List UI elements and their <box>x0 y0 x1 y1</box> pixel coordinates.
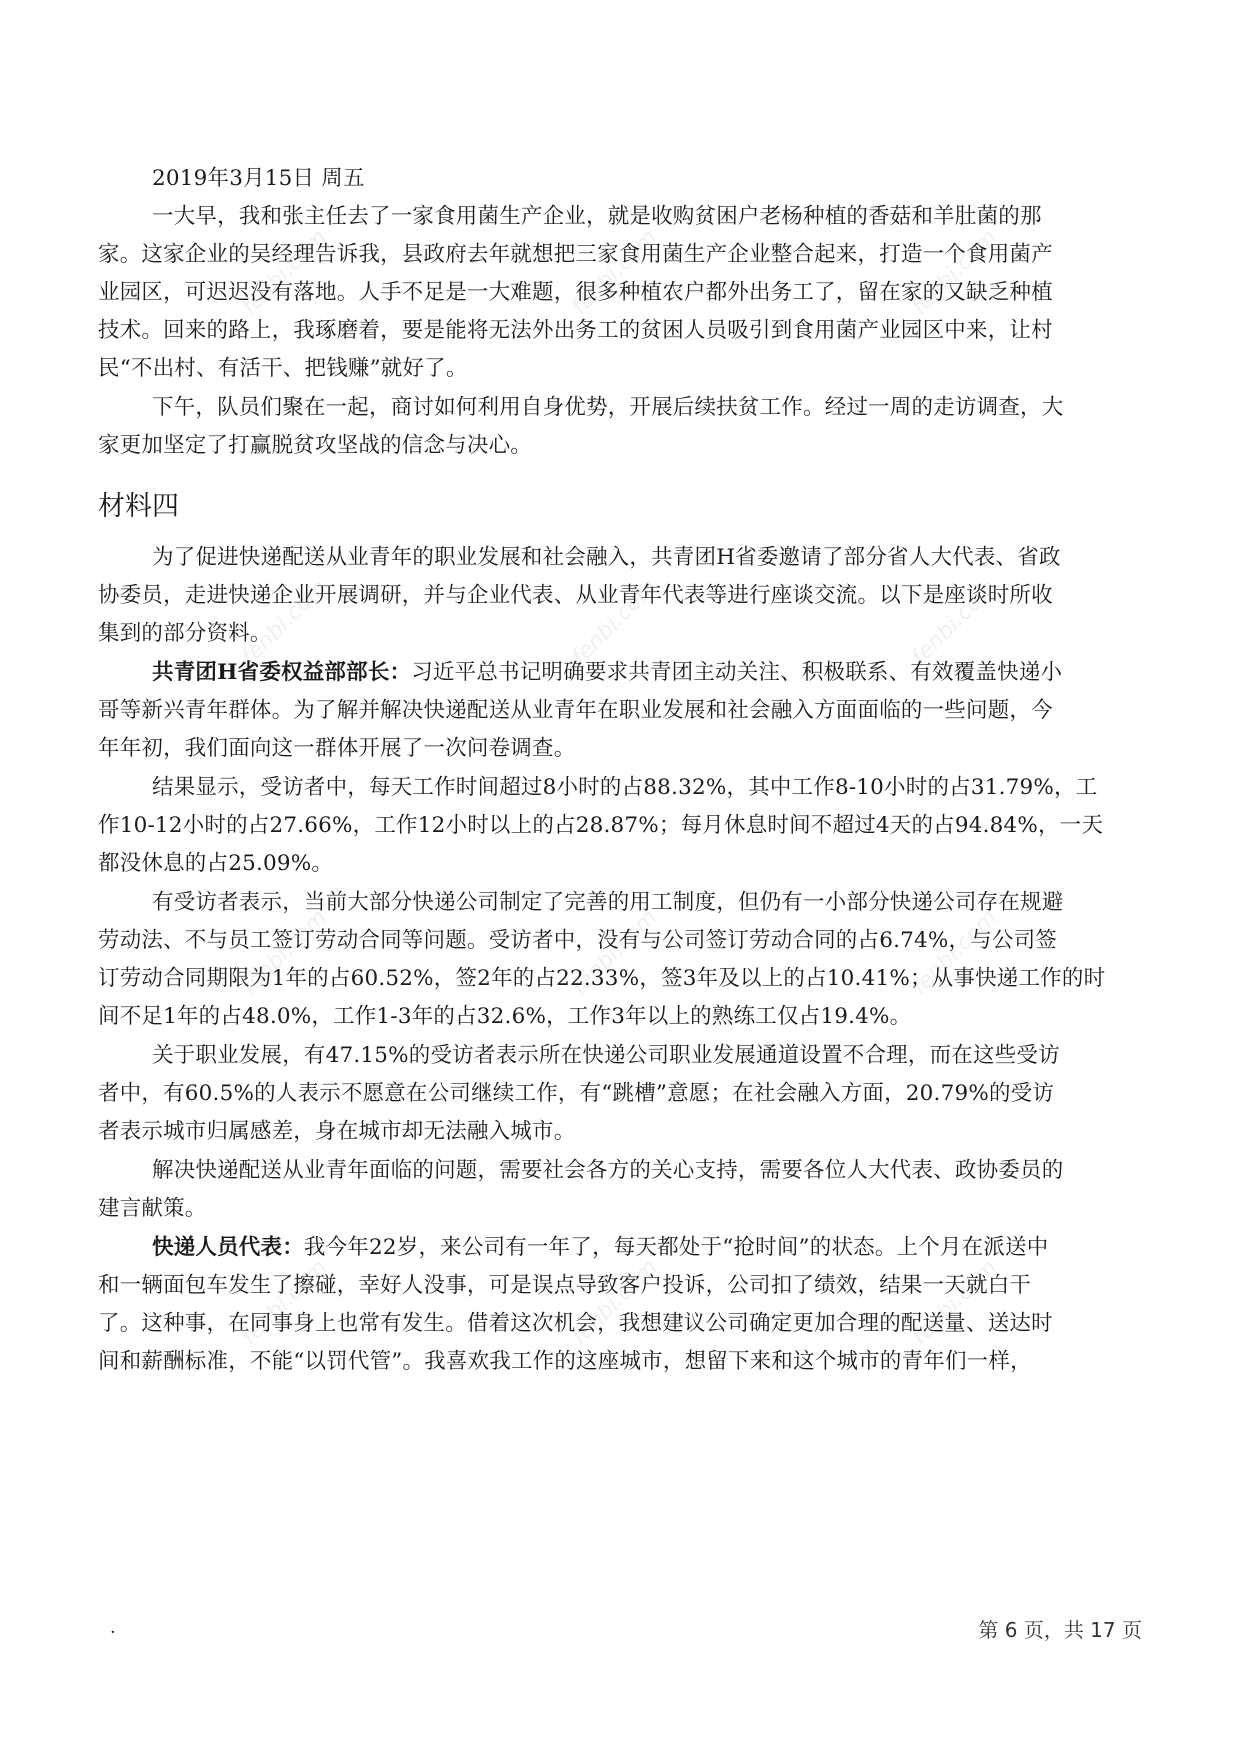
speaker1-label: 共青团H省委权益部部长： <box>152 660 412 685</box>
contract-line: 有受访者表示，当前大部分快递公司制定了完善的用工制度，但仍有一小部分快递公司存在规避 <box>152 890 1064 915</box>
speaker1-text: 习近平总书记明确要求共青团主动关注、积极联系、有效覆盖快递小 <box>411 660 1063 685</box>
watermark: fenbi.com <box>237 1255 333 1350</box>
speaker2-line: 了。这种事，在同事身上也常有发生。借着这次机会，我想建议公司确定更加合理的配送量、送达时 <box>98 1311 1053 1336</box>
speaker2-first-line <box>152 1233 1048 1263</box>
watermark: fenbi.com <box>907 1255 1003 1350</box>
diary-para1-line: 一大早，我和张主任去了一家食用菌生产企业，就是收购贫困户老杨种植的香菇和羊肚菌的那 <box>152 204 1042 229</box>
page-number: 第 6 页，共 17 页 <box>978 1618 1142 1642</box>
contract-line: 劳动法、不与员工签订劳动合同等问题。受访者中，没有与公司签订劳动合同的占6.74%，与公司签 <box>98 928 1058 953</box>
diary-para2-line: 家更加坚定了打赢脱贫攻坚战的信念与决心。 <box>98 433 533 458</box>
watermark: fenbi.com <box>237 575 333 670</box>
watermark: fenbi.com <box>567 905 663 1000</box>
speaker1-line: 哥等新兴青年群体。为了解并解决快递配送从业青年在职业发展和社会融入方面面临的一些问题，今 <box>98 698 1053 723</box>
speaker2-line: 间和薪酬标准，不能“以罚代管”。我喜欢我工作的这座城市，想留下来和这个城市的青年们一样， <box>98 1349 1032 1374</box>
watermark: fenbi.com <box>907 905 1003 1000</box>
intro-line: 协委员，走进快递企业开展调研，并与企业代表、从业青年代表等进行座谈交流。以下是座谈时所收 <box>98 583 1053 608</box>
watermark: fenbi.com <box>237 905 333 1000</box>
speaker2-text: 我今年22岁，来公司有一年了，每天都处于“抢时间”的状态。上个月在派送中 <box>303 1235 1049 1260</box>
footer-bullet: · <box>110 1622 116 1643</box>
results-line: 结果显示，受访者中，每天工作时间超过8小时的占88.32%，其中工作8-10小时的占31.79%，工 <box>152 775 1098 800</box>
watermark: fenbi.com <box>907 575 1003 670</box>
watermark: fenbi.com <box>237 225 333 320</box>
results-line: 都没休息的占25.09%。 <box>98 851 334 876</box>
intro-line: 为了促进快递配送从业青年的职业发展和社会融入，共青团H省委邀请了部分省人大代表、省政 <box>152 545 1061 570</box>
contract-line: 间不足1年的占48.0%，工作1-3年的占32.6%，工作3年以上的熟练工仅占19.4%。 <box>98 1004 912 1029</box>
career-line: 者中，有60.5%的人表示不愿意在公司继续工作，有“跳槽”意愿；在社会融入方面，20.79%的受访 <box>98 1081 1055 1106</box>
solution-line: 建言献策。 <box>98 1196 207 1221</box>
diary-para1-line: 业园区，可迟迟没有落地。人手不足是一大难题，很多种植农户都外出务工了，留在家的又缺乏种植 <box>98 280 1053 305</box>
watermark: fenbi.com <box>567 225 663 320</box>
speaker1-first-line <box>152 658 1062 688</box>
watermark: fenbi.com <box>567 575 663 670</box>
section-title: 材料四 <box>98 491 179 522</box>
speaker1-line: 年年初，我们面向这一群体开展了一次问卷调查。 <box>98 736 576 761</box>
intro-line: 集到的部分资料。 <box>98 621 272 646</box>
diary-para1-line: 民“不出村、有活干、把钱赚”就好了。 <box>98 356 468 381</box>
contract-line: 订劳动合同期限为1年的占60.52%，签2年的占22.33%，签3年及以上的占10.41%；从事快递工作的时 <box>98 966 1106 991</box>
speaker2-line: 和一辆面包车发生了擦碰，幸好人没事，可是误点导致客户投诉，公司扣了绩效，结果一天就白干 <box>98 1273 1032 1298</box>
diary-date: 2019年3月15日 周五 <box>152 166 365 191</box>
diary-para1-line: 技术。回来的路上，我琢磨着，要是能将无法外出务工的贫困人员吸引到食用菌产业园区中来，让村 <box>98 318 1053 343</box>
diary-para2-line: 下午，队员们聚在一起，商讨如何利用自身优势，开展后续扶贫工作。经过一周的走访调查，大 <box>152 395 1064 420</box>
results-line: 作10-12小时的占27.66%，工作12小时以上的占28.87%；每月休息时间不超过4天的占94.84%，一天 <box>98 813 1104 838</box>
career-line: 关于职业发展，有47.15%的受访者表示所在快递公司职业发展通道设置不合理，而在这些受访 <box>152 1043 1060 1068</box>
watermark: fenbi.com <box>567 1255 663 1350</box>
solution-line: 解决快递配送从业青年面临的问题，需要社会各方的关心支持，需要各位人大代表、政协委员的 <box>152 1158 1064 1183</box>
speaker2-label: 快递人员代表： <box>152 1235 304 1260</box>
watermark: fenbi.com <box>907 225 1003 320</box>
career-line: 者表示城市归属感差，身在城市却无法融入城市。 <box>98 1119 576 1144</box>
diary-para1-line: 家。这家企业的吴经理告诉我，县政府去年就想把三家食用菌生产企业整合起来，打造一个食用菌产 <box>98 242 1053 267</box>
